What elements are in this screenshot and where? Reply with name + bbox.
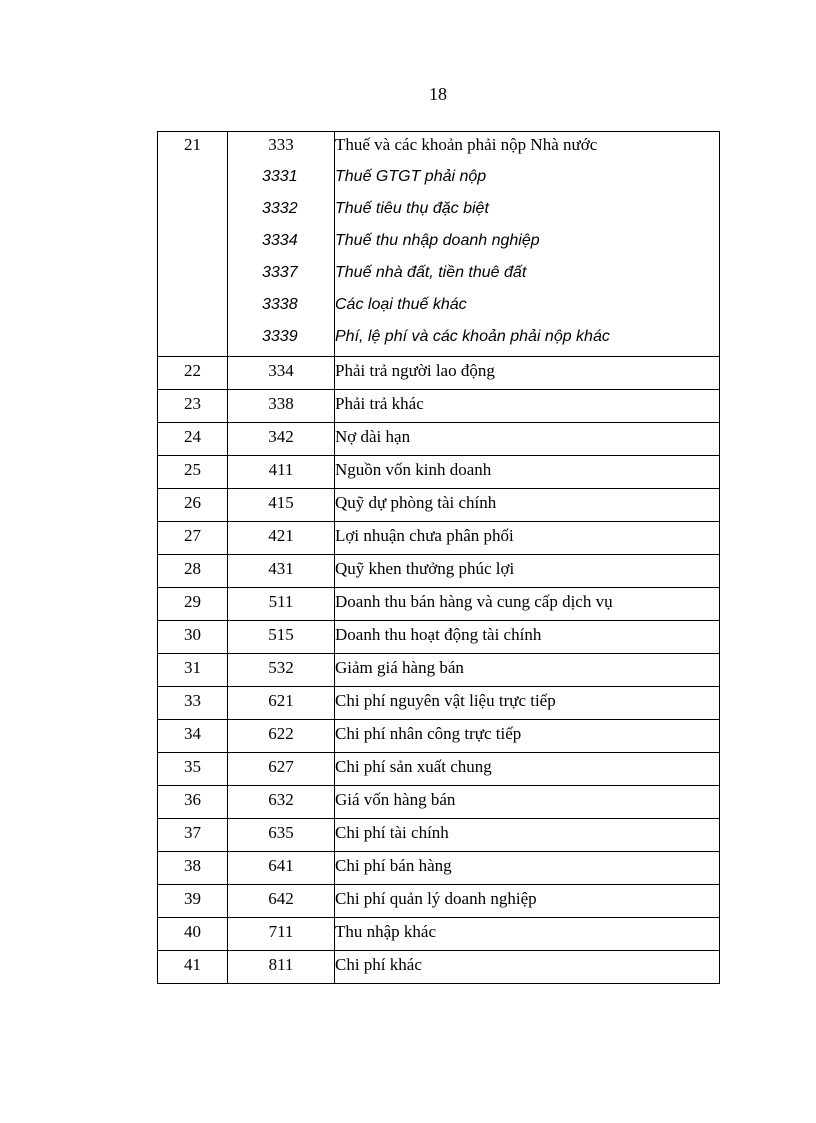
name-cell xyxy=(335,621,720,654)
sub-account-name: Phí, lệ phí và các khoản phải nộp khác xyxy=(335,328,610,345)
account-table-body xyxy=(158,132,720,984)
page-number: 18 xyxy=(429,84,447,104)
stt-cell xyxy=(158,885,228,918)
account-code: 338 xyxy=(268,394,294,413)
name-cell xyxy=(335,687,720,720)
table-row xyxy=(158,852,720,885)
stt-cell xyxy=(158,522,228,555)
stt-cell xyxy=(158,786,228,819)
stt-value: 29 xyxy=(184,592,201,611)
name-cell xyxy=(335,720,720,753)
sub-account-name: Thuế tiêu thụ đặc biệt xyxy=(335,200,489,217)
account-cell xyxy=(228,852,335,885)
stt-cell xyxy=(158,555,228,588)
name-cell xyxy=(335,852,720,885)
account-table xyxy=(157,131,720,984)
account-code: 641 xyxy=(268,856,294,875)
account-code: 421 xyxy=(268,526,294,545)
account-cell xyxy=(228,687,335,720)
account-name: Nợ dài hạn xyxy=(335,427,411,446)
account-name: Giá vốn hàng bán xyxy=(335,790,456,809)
sub-account-code: 3332 xyxy=(262,200,298,217)
sub-account-code: 3339 xyxy=(262,328,298,345)
stt-cell xyxy=(158,621,228,654)
stt-value: 38 xyxy=(184,856,201,875)
sub-account-name: Các loại thuế khác xyxy=(335,296,467,313)
account-name: Chi phí khác xyxy=(335,955,422,974)
account-name: Chi phí sản xuất chung xyxy=(335,757,492,776)
account-cell xyxy=(228,456,335,489)
account-cell xyxy=(228,390,335,423)
stt-cell xyxy=(158,951,228,984)
account-code: 532 xyxy=(268,658,294,677)
account-code: 415 xyxy=(268,493,294,512)
table-row xyxy=(158,621,720,654)
table-row xyxy=(158,720,720,753)
account-cell xyxy=(228,621,335,654)
name-cell xyxy=(335,885,720,918)
stt-value: 25 xyxy=(184,460,201,479)
account-cell xyxy=(228,918,335,951)
account-cell xyxy=(228,489,335,522)
sub-account-name: Thuế nhà đất, tiền thuê đất xyxy=(335,264,527,281)
stt-cell xyxy=(158,819,228,852)
name-cell xyxy=(335,555,720,588)
account-cell xyxy=(228,423,335,456)
stt-cell xyxy=(158,357,228,390)
table-row xyxy=(158,753,720,786)
stt-value: 40 xyxy=(184,922,201,941)
sub-account-codes xyxy=(228,164,334,356)
stt-value: 30 xyxy=(184,625,201,644)
account-code: 711 xyxy=(268,922,294,941)
account-cell xyxy=(228,951,335,984)
stt-value: 27 xyxy=(184,526,201,545)
account-cell xyxy=(228,654,335,687)
table-row xyxy=(158,786,720,819)
account-code: 515 xyxy=(268,625,294,644)
name-cell xyxy=(335,819,720,852)
stt-value: 36 xyxy=(184,790,201,809)
stt-cell xyxy=(158,390,228,423)
stt-value: 34 xyxy=(184,724,201,743)
table-row xyxy=(158,489,720,522)
account-cell xyxy=(228,357,335,390)
stt-cell xyxy=(158,753,228,786)
account-name: Thu nhập khác xyxy=(335,922,437,941)
name-cell xyxy=(335,522,720,555)
stt-cell xyxy=(158,456,228,489)
account-name: Quỹ dự phòng tài chính xyxy=(335,493,497,512)
name-cell xyxy=(335,654,720,687)
sub-account-code: 3338 xyxy=(262,296,298,313)
stt-value: 31 xyxy=(184,658,201,677)
account-name: Nguồn vốn kinh doanh xyxy=(335,460,492,479)
name-cell xyxy=(335,918,720,951)
account-code: 333 xyxy=(268,135,294,154)
account-name: Doanh thu hoạt động tài chính xyxy=(335,625,542,644)
stt-cell xyxy=(158,654,228,687)
account-code: 635 xyxy=(268,823,294,842)
table-row xyxy=(158,522,720,555)
name-cell xyxy=(335,357,720,390)
account-name: Quỹ khen thưởng phúc lợi xyxy=(335,559,515,578)
account-code: 511 xyxy=(268,592,294,611)
stt-value: 23 xyxy=(184,394,201,413)
stt-cell xyxy=(158,687,228,720)
account-code: 811 xyxy=(268,955,294,974)
account-name: Chi phí tài chính xyxy=(335,823,449,842)
account-name: Chi phí nhân công trực tiếp xyxy=(335,724,522,743)
stt-value: 24 xyxy=(184,427,201,446)
table-row xyxy=(158,390,720,423)
account-cell xyxy=(228,885,335,918)
name-cell xyxy=(335,753,720,786)
table-row xyxy=(158,687,720,720)
table-row xyxy=(158,357,720,390)
name-cell xyxy=(335,951,720,984)
name-cell xyxy=(335,390,720,423)
account-cell xyxy=(228,786,335,819)
account-name: Giảm giá hàng bán xyxy=(335,658,464,677)
stt-value: 21 xyxy=(184,135,201,154)
name-cell xyxy=(335,786,720,819)
table-row xyxy=(158,555,720,588)
stt-value: 37 xyxy=(184,823,201,842)
table-row xyxy=(158,885,720,918)
sub-account-code: 3331 xyxy=(262,168,298,185)
account-name: Chi phí bán hàng xyxy=(335,856,452,875)
account-cell xyxy=(228,132,335,357)
sub-account-code: 3337 xyxy=(262,264,298,281)
stt-value: 35 xyxy=(184,757,201,776)
stt-cell xyxy=(158,918,228,951)
name-cell xyxy=(335,423,720,456)
stt-value: 41 xyxy=(184,955,201,974)
account-name: Chi phí nguyên vật liệu trực tiếp xyxy=(335,691,556,710)
table-row xyxy=(158,456,720,489)
account-name: Lợi nhuận chưa phân phối xyxy=(335,526,514,545)
table-row xyxy=(158,654,720,687)
account-cell xyxy=(228,588,335,621)
account-name: Phải trả khác xyxy=(335,394,424,413)
account-code: 334 xyxy=(268,361,294,380)
account-code: 621 xyxy=(268,691,294,710)
account-code: 642 xyxy=(268,889,294,908)
account-code: 411 xyxy=(268,460,294,479)
sub-account-name: Thuế thu nhập doanh nghiệp xyxy=(335,232,540,249)
account-cell xyxy=(228,753,335,786)
account-cell xyxy=(228,720,335,753)
stt-value: 39 xyxy=(184,889,201,908)
table-row-group xyxy=(158,132,720,357)
account-name: Phải trả người lao động xyxy=(335,361,495,380)
account-code: 622 xyxy=(268,724,294,743)
account-cell xyxy=(228,522,335,555)
account-cell xyxy=(228,555,335,588)
table-row xyxy=(158,819,720,852)
stt-cell xyxy=(158,720,228,753)
table-row xyxy=(158,951,720,984)
stt-cell xyxy=(158,423,228,456)
account-code: 627 xyxy=(268,757,294,776)
account-code: 431 xyxy=(268,559,294,578)
account-name: Thuế và các khoản phải nộp Nhà nước xyxy=(335,135,598,154)
table-row xyxy=(158,423,720,456)
account-name: Doanh thu bán hàng và cung cấp dịch vụ xyxy=(335,592,613,611)
name-cell xyxy=(335,489,720,522)
stt-cell xyxy=(158,852,228,885)
name-cell xyxy=(335,588,720,621)
stt-value: 22 xyxy=(184,361,201,380)
stt-value: 33 xyxy=(184,691,201,710)
table-row xyxy=(158,588,720,621)
table-row xyxy=(158,918,720,951)
stt-cell xyxy=(158,489,228,522)
sub-account-name: Thuế GTGT phải nộp xyxy=(335,168,487,185)
account-code: 342 xyxy=(268,427,294,446)
account-name: Chi phí quản lý doanh nghiệp xyxy=(335,889,537,908)
stt-value: 28 xyxy=(184,559,201,578)
account-code: 632 xyxy=(268,790,294,809)
name-cell xyxy=(335,132,720,357)
stt-cell xyxy=(158,588,228,621)
account-cell xyxy=(228,819,335,852)
name-cell xyxy=(335,456,720,489)
stt-cell xyxy=(158,132,228,357)
sub-account-names xyxy=(335,164,719,356)
sub-account-code: 3334 xyxy=(262,232,298,249)
stt-value: 26 xyxy=(184,493,201,512)
